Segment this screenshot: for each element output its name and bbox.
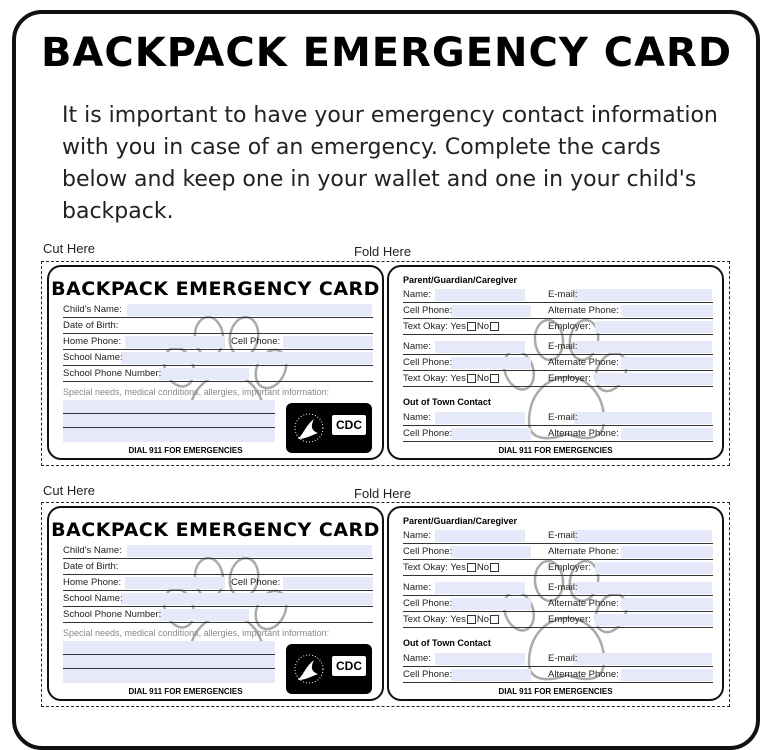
text-okay-label: Text Okay: Yes — [403, 614, 466, 625]
dob-field[interactable]: Date of Birth: — [63, 560, 373, 575]
out-of-town-section-label: Out of Town Contact — [403, 397, 491, 407]
name-label: Name: — [403, 530, 431, 541]
text-okay-field[interactable] — [403, 320, 713, 335]
yes-checkbox[interactable] — [467, 615, 476, 624]
intro-text: It is important to have your emergency contact information with you in case of an emergency. Complete the cards below and keep one in your wallet and one in your child's backpack. — [62, 103, 718, 224]
dial-911-text: DIAL 911 FOR EMERGENCIES — [498, 687, 613, 696]
cut-here-label: Cut Here — [43, 241, 96, 256]
dial-911-text: DIAL 911 FOR EMERGENCIES — [128, 446, 243, 455]
text-okay-field-2[interactable] — [403, 613, 713, 628]
yes-checkbox[interactable] — [467, 374, 476, 383]
no-label: No — [476, 321, 489, 332]
cell-label: Cell Phone: — [403, 598, 453, 609]
special-needs-line[interactable] — [63, 668, 275, 669]
school-name-field[interactable]: School Name: — [63, 351, 373, 366]
name-label: Name: — [403, 653, 431, 664]
name-label: Name: — [403, 341, 431, 352]
email-label: E-mail: — [548, 653, 578, 664]
card-front — [47, 506, 384, 701]
no-label: No — [476, 614, 489, 625]
alt-phone-label: Alternate Phone: — [548, 428, 619, 439]
dial-911-text: DIAL 911 FOR EMERGENCIES — [128, 687, 243, 696]
cell-label: Cell Phone: — [403, 357, 453, 368]
alt-phone-label: Alternate Phone: — [548, 669, 619, 680]
card-back — [387, 506, 724, 701]
email-label: E-mail: — [548, 530, 578, 541]
email-label: E-mail: — [548, 341, 578, 352]
text-okay-field-2[interactable] — [403, 372, 713, 387]
alt-phone-label: Alternate Phone: — [548, 305, 619, 316]
cdc-logo-text: CDC — [332, 415, 366, 435]
cell-label: Cell Phone: — [403, 669, 453, 680]
guardian2-name-field[interactable] — [403, 581, 713, 596]
employer-label: Employer: — [548, 321, 591, 332]
childs-name-field[interactable]: Child's Name: — [63, 544, 373, 559]
guardian-cell-field[interactable] — [403, 545, 713, 560]
dial-911-text: DIAL 911 FOR EMERGENCIES — [498, 446, 613, 455]
guardian2-name-field[interactable] — [403, 340, 713, 355]
alt-phone-label: Alternate Phone: — [548, 598, 619, 609]
cdc-logo-text: CDC — [332, 656, 366, 676]
school-phone-field[interactable]: School Phone Number: — [63, 367, 373, 382]
fold-here-label: Fold Here — [354, 244, 412, 259]
special-needs-line[interactable] — [63, 413, 275, 414]
no-checkbox[interactable] — [490, 563, 499, 572]
out-of-town-cell-field[interactable] — [403, 668, 713, 683]
school-phone-field[interactable]: School Phone Number: — [63, 608, 373, 623]
childs-name-field[interactable]: Child's Name: — [63, 303, 373, 318]
school-name-field[interactable]: School Name: — [63, 592, 373, 607]
cell-label: Cell Phone: — [403, 305, 453, 316]
special-needs-label: Special needs, medical conditions, allergies, important information: — [63, 628, 330, 638]
employer-label: Employer: — [548, 614, 591, 625]
text-okay-field[interactable] — [403, 561, 713, 576]
home-phone-field[interactable] — [63, 576, 373, 591]
email-label: E-mail: — [548, 412, 578, 423]
name-label: Name: — [403, 289, 431, 300]
alt-phone-label: Alternate Phone: — [548, 546, 619, 557]
special-needs-line[interactable] — [63, 654, 275, 655]
no-checkbox[interactable] — [490, 322, 499, 331]
text-okay-label: Text Okay: Yes — [403, 321, 466, 332]
card-back — [387, 265, 724, 460]
out-of-town-name-field[interactable] — [403, 652, 713, 667]
yes-checkbox[interactable] — [467, 322, 476, 331]
out-of-town-cell-field[interactable] — [403, 427, 713, 442]
guardian-name-field[interactable] — [403, 288, 713, 303]
hhs-eagle-icon — [294, 652, 324, 686]
text-okay-label: Text Okay: Yes — [403, 373, 466, 384]
card-title: BACKPACK EMERGENCY CARD — [51, 278, 380, 300]
parent-section-label: Parent/Guardian/Caregiver — [403, 516, 518, 526]
name-label: Name: — [403, 582, 431, 593]
cell-label: Cell Phone: — [403, 546, 453, 557]
out-of-town-name-field[interactable] — [403, 411, 713, 426]
employer-label: Employer: — [548, 373, 591, 384]
no-checkbox[interactable] — [490, 615, 499, 624]
cell-phone-label: Cell Phone: — [231, 577, 281, 588]
no-label: No — [476, 373, 489, 384]
no-label: No — [476, 562, 489, 573]
text-okay-label: Text Okay: Yes — [403, 562, 466, 573]
email-label: E-mail: — [548, 582, 578, 593]
dob-field[interactable]: Date of Birth: — [63, 319, 373, 334]
cell-phone-label: Cell Phone: — [231, 336, 281, 347]
card-title: BACKPACK EMERGENCY CARD — [51, 519, 380, 541]
guardian-cell-field[interactable] — [403, 304, 713, 319]
home-phone-label: Home Phone: — [63, 577, 122, 588]
alt-phone-label: Alternate Phone: — [548, 357, 619, 368]
cut-here-label: Cut Here — [43, 483, 96, 498]
home-phone-field[interactable] — [63, 335, 373, 350]
email-label: E-mail: — [548, 289, 578, 300]
name-label: Name: — [403, 412, 431, 423]
cell-label: Cell Phone: — [403, 428, 453, 439]
guardian2-cell-field[interactable] — [403, 356, 713, 371]
home-phone-label: Home Phone: — [63, 336, 122, 347]
yes-checkbox[interactable] — [467, 563, 476, 572]
guardian-name-field[interactable] — [403, 529, 713, 544]
special-needs-label: Special needs, medical conditions, allergies, important information: — [63, 387, 330, 397]
special-needs-line[interactable] — [63, 427, 275, 428]
out-of-town-section-label: Out of Town Contact — [403, 638, 491, 648]
card-front — [47, 265, 384, 460]
parent-section-label: Parent/Guardian/Caregiver — [403, 275, 518, 285]
no-checkbox[interactable] — [490, 374, 499, 383]
page-title: BACKPACK EMERGENCY CARD — [40, 30, 733, 76]
guardian2-cell-field[interactable] — [403, 597, 713, 612]
fold-here-label: Fold Here — [354, 486, 412, 501]
hhs-eagle-icon — [294, 411, 324, 445]
employer-label: Employer: — [548, 562, 591, 573]
